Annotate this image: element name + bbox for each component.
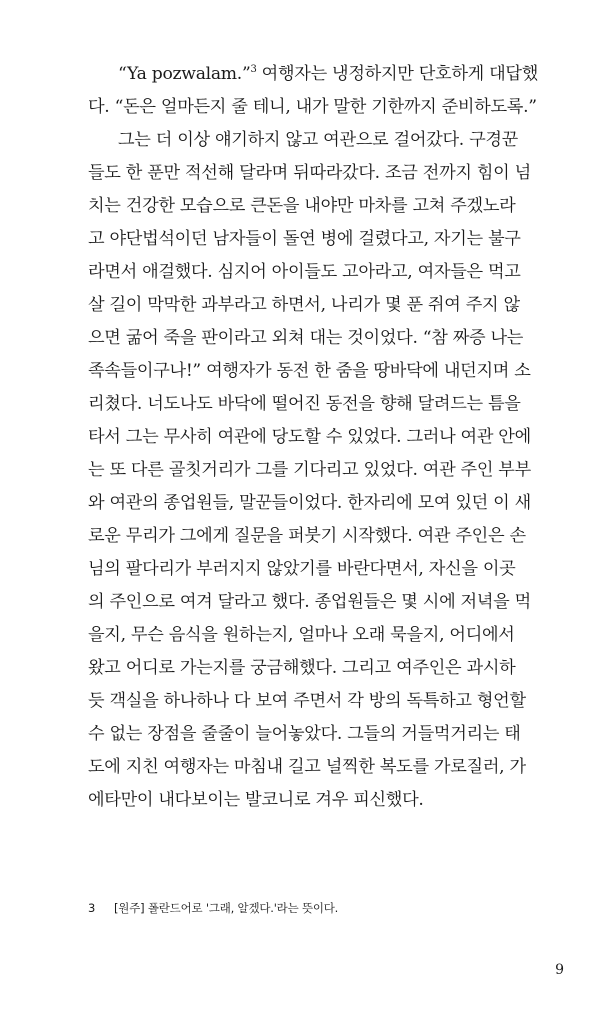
text-line-1-rest: 여행자는 냉정하지만 단호하게 대답했 (256, 64, 539, 84)
text-line-2: 다. “돈은 얼마든지 줄 테니, 내가 말한 기한까지 준비하도록.” (88, 97, 537, 117)
body-text (88, 58, 563, 817)
footnote-text: [원주] 폴란드어로 '그래, 알겠다.'라는 뜻이다. (114, 901, 339, 915)
text-line-19: 왔고 어디로 가는지를 궁금해했다. 그리고 여주인은 과시하 (88, 658, 516, 678)
footnote-number: 3 (88, 901, 96, 915)
text-line-22: 도에 지친 여행자는 마침내 길고 널찍한 복도를 가로질러, 가 (88, 757, 526, 777)
text-line-11: 리쳤다. 너도나도 바닥에 떨어진 동전을 향해 달려드는 틈을 (88, 394, 521, 414)
text-line-17: 의 주인으로 여겨 달라고 했다. 종업원들은 몇 시에 저녁을 먹 (88, 592, 531, 612)
polish-quote: “Ya pozwalam.” (118, 64, 251, 84)
text-line-13: 는 또 다른 골칫거리가 그를 기다리고 있었다. 여관 주인 부부 (88, 460, 531, 480)
text-line-3: 그는 더 이상 얘기하지 않고 여관으로 걸어갔다. 구경꾼 (118, 130, 518, 150)
text-line-14: 와 여관의 종업원들, 말꾼들이었다. 한자리에 모여 있던 이 새 (88, 493, 531, 513)
text-line-1 (88, 58, 563, 91)
text-line-4: 들도 한 푼만 적선해 달라며 뒤따라갔다. 조금 전까지 힘이 넘 (88, 163, 531, 183)
text-line-23: 에타만이 내다보이는 발코니로 겨우 피신했다. (88, 790, 424, 810)
text-line-6: 고 야단법석이던 남자들이 돌연 병에 걸렸다고, 자기는 불구 (88, 229, 521, 249)
text-line-16: 님의 팔다리가 부러지지 않았기를 바란다면서, 자신을 이곳 (88, 559, 516, 579)
text-line-15: 로운 무리가 그에게 질문을 퍼붓기 시작했다. 여관 주인은 손 (88, 526, 526, 546)
text-line-7: 라면서 애걸했다. 심지어 아이들도 고아라고, 여자들은 먹고 (88, 262, 521, 282)
text-line-9: 으면 굶어 죽을 판이라고 외쳐 대는 것이었다. “참 짜증 나는 (88, 328, 524, 348)
page-number: 9 (555, 962, 564, 978)
text-line-20: 듯 객실을 하나하나 다 보여 주면서 각 방의 독특하고 형언할 (88, 691, 526, 711)
text-line-12: 타서 그는 무사히 여관에 당도할 수 있었다. 그러나 여관 안에 (88, 427, 531, 447)
footnote (88, 900, 563, 916)
text-line-10: 족속들이구나!” 여행자가 동전 한 줌을 땅바닥에 내던지며 소 (88, 361, 531, 381)
text-line-5: 치는 건강한 모습으로 큰돈을 내야만 마차를 고쳐 주겠노라 (88, 196, 516, 216)
footnote-reference[interactable]: 3 (250, 64, 257, 75)
text-line-21: 수 없는 장점을 줄줄이 늘어놓았다. 그들의 거들먹거리는 태 (88, 724, 521, 744)
text-line-18: 을지, 무슨 음식을 원하는지, 얼마나 오래 묵을지, 어디에서 (88, 625, 515, 645)
text-line-8: 살 길이 막막한 과부라고 하면서, 나리가 몇 푼 쥐여 주지 않 (88, 295, 520, 315)
